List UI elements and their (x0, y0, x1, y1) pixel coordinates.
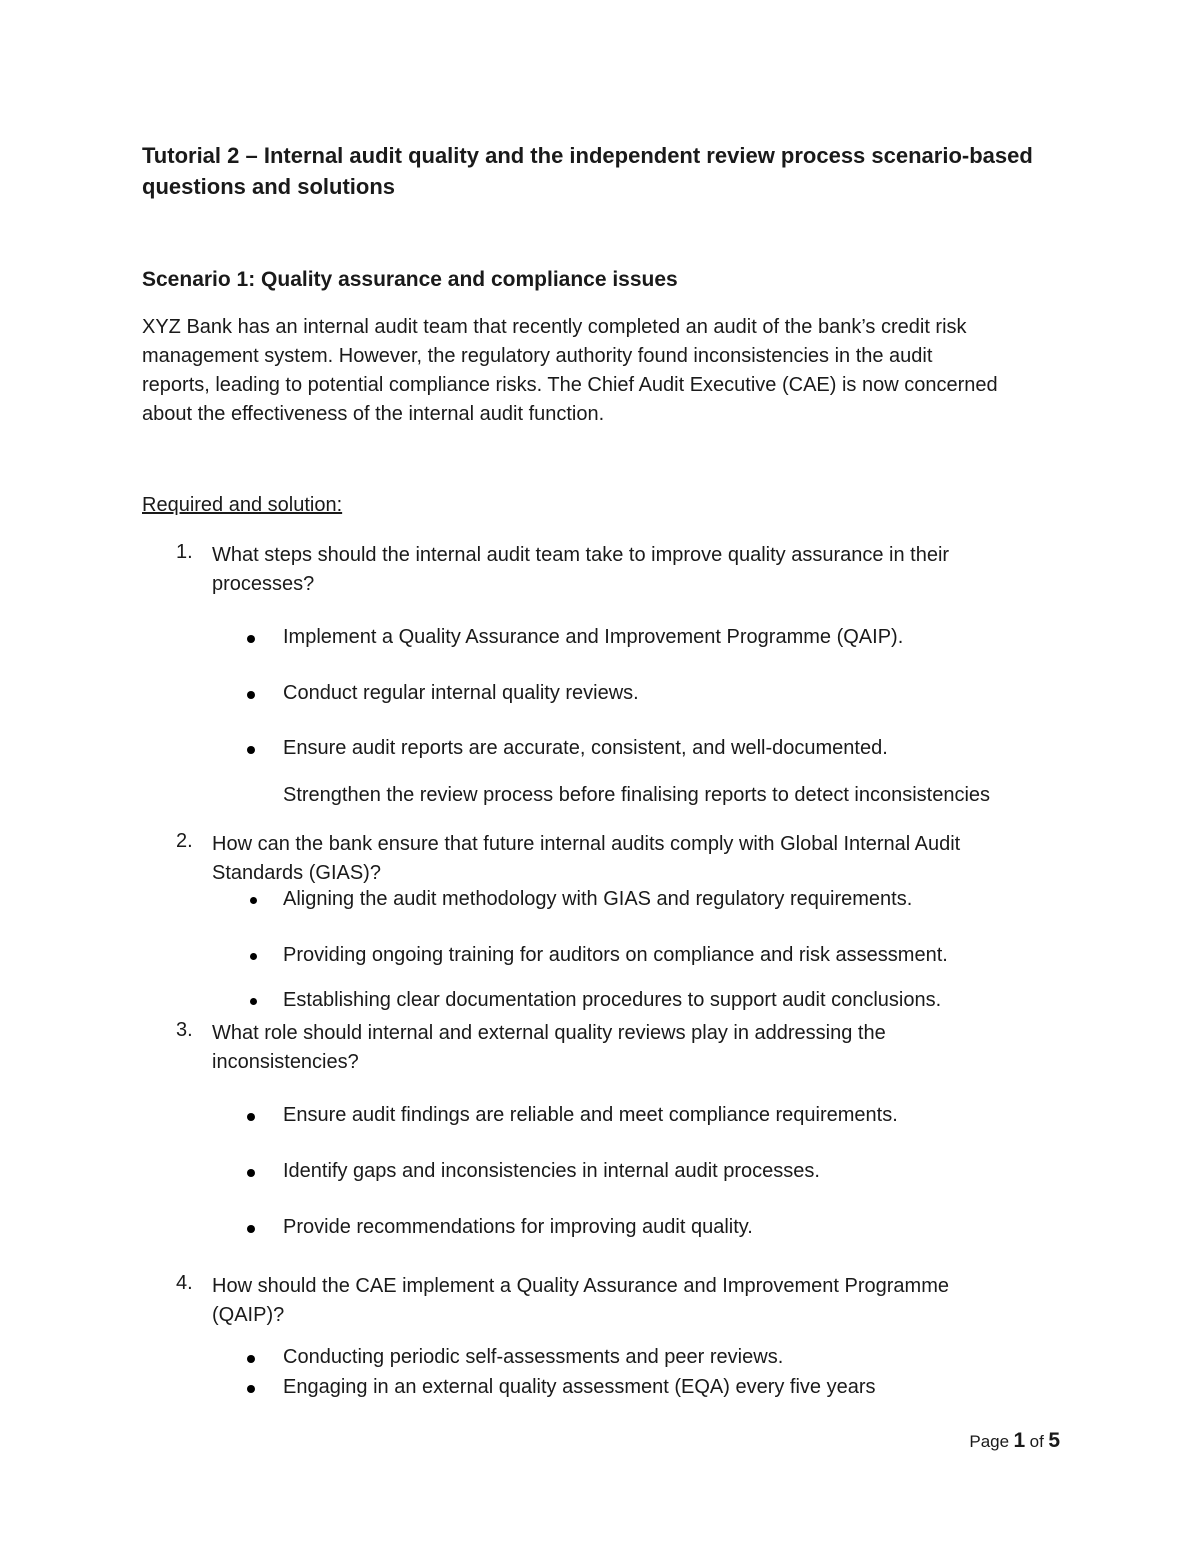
scenario-paragraph-line: XYZ Bank has an internal audit team that recently completed an audit of the bank’s credit risk (142, 316, 967, 338)
question-text-line: How should the CAE implement a Quality Assurance and Improvement Programme (212, 1275, 950, 1297)
question-number: 2. (176, 830, 193, 852)
bullet-icon (247, 746, 255, 754)
bullet-icon (250, 998, 257, 1005)
question-text-line: What steps should the internal audit team take to improve quality assurance in their (212, 544, 950, 566)
answer-bullet-text: Conducting periodic self-assessments and peer reviews. (283, 1346, 784, 1368)
current-page-number: 1 (1013, 1429, 1026, 1452)
question-text-line: What role should internal and external quality reviews play in addressing the (212, 1022, 886, 1044)
answer-bullet-text: Provide recommendations for improving audit quality. (283, 1216, 753, 1238)
bullet-icon (247, 1169, 255, 1177)
scenario-paragraph-line: management system. However, the regulatory authority found inconsistencies in the audit (142, 345, 933, 367)
page-number-footer (969, 1429, 1060, 1453)
question-text-line: inconsistencies? (212, 1051, 359, 1073)
question-text-line: Standards (GIAS)? (212, 862, 381, 884)
document-title-line-1: Tutorial 2 – Internal audit quality and the independent review process scenario-based (142, 143, 1033, 168)
question-text-line: (QAIP)? (212, 1304, 285, 1326)
answer-bullet-text: Implement a Quality Assurance and Improvement Programme (QAIP). (283, 626, 904, 648)
answer-bullet-text: Ensure audit reports are accurate, consistent, and well-documented. (283, 737, 888, 759)
bullet-icon (247, 1385, 255, 1393)
page-label: Page (969, 1432, 1010, 1451)
answer-bullet-text: Establishing clear documentation procedures to support audit conclusions. (283, 989, 942, 1011)
bullet-icon (247, 1225, 255, 1233)
question-number: 1. (176, 541, 193, 563)
question-text-line: How can the bank ensure that future internal audits comply with Global Internal Audit (212, 833, 961, 855)
bullet-icon (247, 691, 255, 699)
answer-bullet-text: Providing ongoing training for auditors on compliance and risk assessment. (283, 944, 948, 966)
document-title-line-2: questions and solutions (142, 174, 396, 199)
bullet-icon (250, 897, 257, 904)
scenario-heading: Scenario 1: Quality assurance and compliance issues (142, 268, 678, 291)
bullet-icon (247, 635, 255, 643)
answer-bullet-text: Aligning the audit methodology with GIAS and regulatory requirements. (283, 888, 913, 910)
question-text-line: processes? (212, 573, 315, 595)
question-number: 3. (176, 1019, 193, 1041)
answer-extra-text: Strengthen the review process before finalising reports to detect inconsistencies (283, 784, 991, 806)
required-and-solution-label: Required and solution: (142, 494, 343, 516)
answer-bullet-text: Ensure audit findings are reliable and meet compliance requirements. (283, 1104, 898, 1126)
answer-bullet-text: Conduct regular internal quality reviews. (283, 682, 639, 704)
answer-bullet-text: Identify gaps and inconsistencies in internal audit processes. (283, 1160, 820, 1182)
question-number: 4. (176, 1272, 193, 1294)
bullet-icon (247, 1113, 255, 1121)
bullet-icon (250, 953, 257, 960)
bullet-icon (247, 1355, 255, 1363)
scenario-paragraph-line: about the effectiveness of the internal audit function. (142, 403, 605, 425)
total-pages-number: 5 (1048, 1429, 1060, 1452)
answer-bullet-text: Engaging in an external quality assessment (EQA) every five years (283, 1376, 876, 1398)
of-label: of (1029, 1432, 1044, 1451)
scenario-paragraph-line: reports, leading to potential compliance risks. The Chief Audit Executive (CAE) is now concerned (142, 374, 998, 396)
